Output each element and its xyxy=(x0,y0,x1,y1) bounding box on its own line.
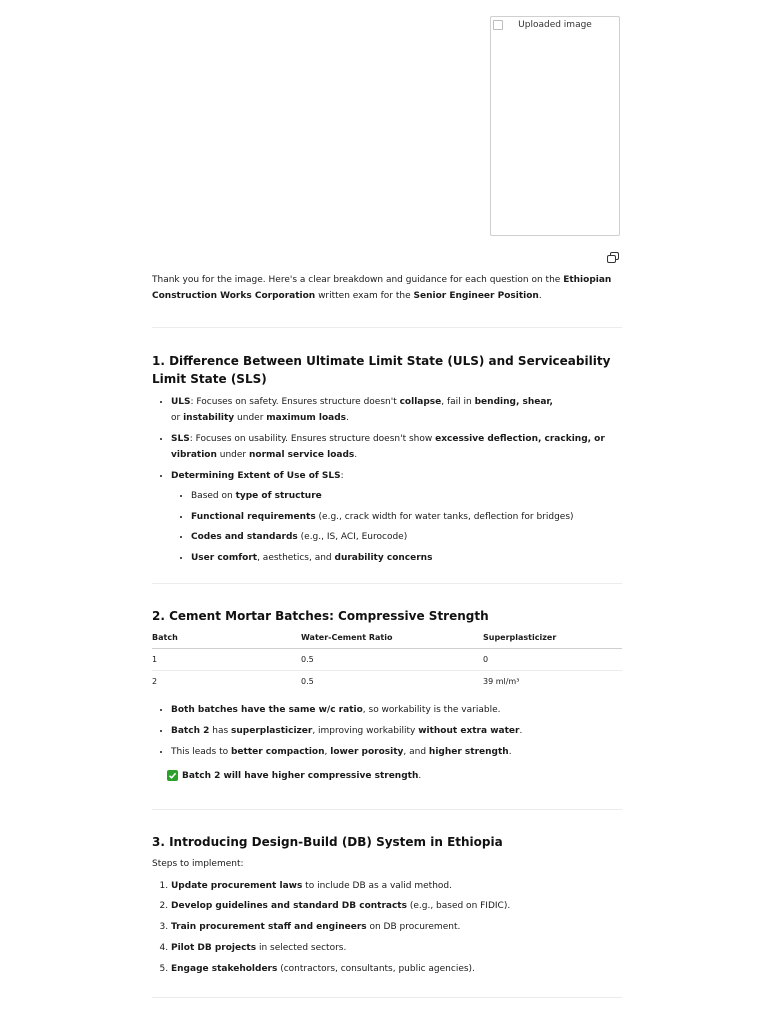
table-cell: 1 xyxy=(152,648,301,670)
steps-intro: Steps to implement: xyxy=(152,858,244,869)
sub-item: • User comfort, aesthetics, and durability concerns xyxy=(191,550,622,566)
sub-item: • Based on type of structure xyxy=(191,488,622,504)
section1-list xyxy=(152,394,622,566)
section2-heading: 2. Cement Mortar Batches: Compressive Strength xyxy=(152,608,489,623)
list-item: • Batch 2 has superplasticizer, improving workability without extra water. xyxy=(171,723,622,739)
batch-table xyxy=(152,633,622,692)
sub-item: • Functional requirements (e.g., crack width for water tanks, deflection for bridges) xyxy=(191,509,622,525)
intro-paragraph: Thank you for the image. Here's a clear breakdown and guidance for each question on the Ethiopian Construction Works Corporation written exam for the Senior Engineer Position. xyxy=(152,275,612,301)
steps-list xyxy=(152,878,622,977)
table-cell: 39 ml/m³ xyxy=(483,676,520,686)
table-row xyxy=(152,648,622,670)
divider xyxy=(152,997,622,998)
section2-list xyxy=(152,702,622,760)
list-item-extent: • Determining Extent of Use of SLS: • Based on type of structure • Functional requirements (e.g., crack width for water tanks, deflection for bridges) • Codes and standards (e.g., IS, ACI, Eurocode) • User comfort, aesthetics, and durability concerns xyxy=(171,468,622,566)
table-header-row xyxy=(152,633,622,649)
list-item: • This leads to better compaction, lower porosity, and higher strength. xyxy=(171,744,622,760)
copy-icon[interactable] xyxy=(606,251,620,265)
uploaded-image[interactable] xyxy=(490,16,620,236)
step-item: 5. Engage stakeholders (contractors, consultants, public agencies). xyxy=(171,961,622,977)
image-alt-text: Uploaded image xyxy=(518,20,592,30)
table-cell: 0.5 xyxy=(301,648,483,670)
table-header: Superplasticizer xyxy=(483,633,622,649)
assistant-message xyxy=(152,272,622,998)
step-item: 4. Pilot DB projects in selected sectors. xyxy=(171,940,622,956)
list-item-uls: • ULS: Focuses on safety. Ensures structure doesn't collapse, fail in bending, shear, or instability under maximum loads. xyxy=(171,394,622,426)
check-icon xyxy=(167,770,178,781)
conclusion-line: Batch 2 will have higher compressive strength. xyxy=(167,769,622,783)
table-cell: 2 xyxy=(152,676,158,686)
table-cell: 0 xyxy=(483,648,622,670)
section3-heading: 3. Introducing Design-Build (DB) System in Ethiopia xyxy=(152,834,503,849)
table-cell: 0.5 xyxy=(301,676,314,686)
list-item: • Both batches have the same w/c ratio, so workability is the variable. xyxy=(171,702,622,718)
extent-sublist xyxy=(171,488,622,566)
step-item: 3. Train procurement staff and engineers on DB procurement. xyxy=(171,919,622,935)
table-header: Water-Cement Ratio xyxy=(301,633,483,649)
table-row xyxy=(152,670,622,692)
step-item: 1. Update procurement laws to include DB as a valid method. xyxy=(171,878,622,894)
divider xyxy=(152,583,622,584)
divider xyxy=(152,809,622,810)
table-header: Batch xyxy=(152,633,301,649)
section1-heading: 1. Difference Between Ultimate Limit State (ULS) and Serviceability Limit State (SLS) xyxy=(152,354,611,386)
step-item: 2. Develop guidelines and standard DB contracts (e.g., based on FIDIC). xyxy=(171,898,622,914)
divider xyxy=(152,327,622,328)
list-item-sls: • SLS: Focuses on usability. Ensures structure doesn't show excessive deflection, cracking, or vibration under normal service loads. xyxy=(171,431,622,463)
sub-item: • Codes and standards (e.g., IS, ACI, Eurocode) xyxy=(191,529,622,545)
